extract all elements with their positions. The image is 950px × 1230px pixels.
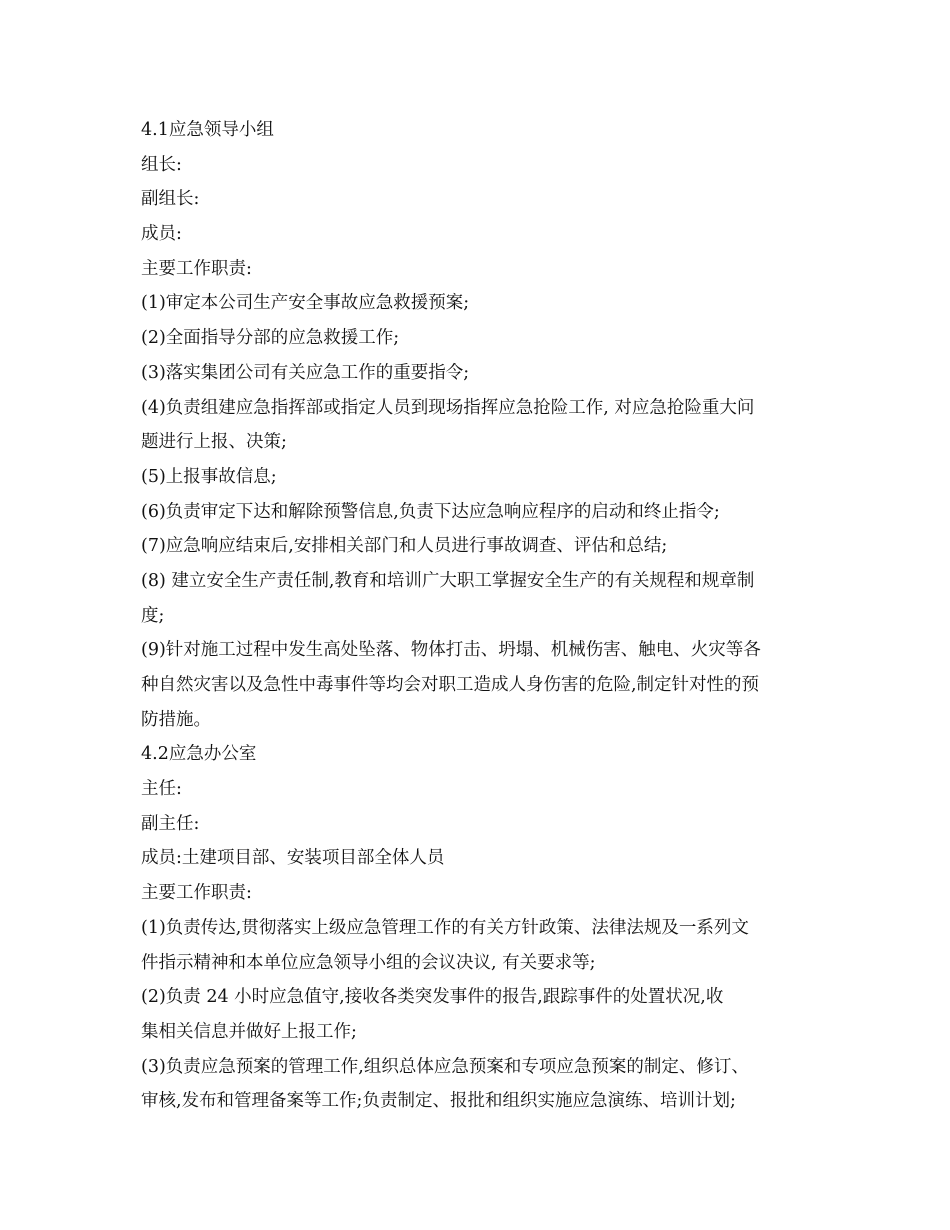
office-members-label: 成员:土建项目部、安装项目部全体人员 [141,848,445,869]
document-body [141,113,813,1119]
office-duty-item-3: (3)负责应急预案的管理工作,组织总体应急预案和专项应急预案的制定、修订、 [141,1056,749,1077]
duty-item-9: (9)针对施工过程中发生高处坠落、物体打击、坍塌、机械伤害、触电、火灾等各 [141,640,761,661]
deputy-director-label: 副主任: [141,813,200,834]
duty-item-3: (3)落实集团公司有关应急工作的重要指令; [141,362,470,383]
duty-item-7: (7)应急响应结束后,安排相关部门和人员进行事故调查、评估和总结; [141,536,668,557]
office-duty-item-2: (2)负责 24 小时应急值守,接收各类突发事件的报告,跟踪事件的处置状况,收 [141,987,724,1008]
duty-item-4: (4)负责组建应急指挥部或指定人员到现场指挥应急抢险工作, 对应急抢险重大问 [141,397,755,418]
duty-item-9-cont-2: 防措施。 [141,709,211,730]
office-duty-item-3-cont: 审核,发布和管理备案等工作;负责制定、报批和组织实施应急演练、培训计划; [141,1091,736,1112]
duty-item-5: (5)上报事故信息; [141,466,277,487]
deputy-leader-label: 副组长: [141,189,200,210]
section-heading-4-2: 4.2应急办公室 [141,744,257,765]
director-label: 主任: [141,779,182,800]
office-duty-item-1: (1)负责传达,贯彻落实上级应急管理工作的有关方针政策、法律法规及一系列文 [141,917,749,938]
duty-item-8-cont: 度; [141,605,165,626]
duty-item-2: (2)全面指导分部的应急救援工作; [141,328,400,349]
members-label: 成员: [141,224,182,245]
duty-item-1: (1)审定本公司生产安全事故应急救援预案; [141,293,470,314]
duty-item-4-cont: 题进行上报、决策; [141,432,287,453]
office-duty-item-1-cont: 件指示精神和本单位应急领导小组的会议决议, 有关要求等; [141,952,596,973]
office-duties-heading: 主要工作职责: [141,883,252,904]
leader-label: 组长: [141,154,182,175]
duties-heading: 主要工作职责: [141,258,252,279]
duty-item-8: (8) 建立安全生产责任制,教育和培训广大职工掌握安全生产的有关规程和规章制 [141,570,755,591]
office-duty-item-2-cont: 集相关信息并做好上报工作; [141,1021,357,1042]
section-heading-4-1: 4.1应急领导小组 [141,120,274,140]
duty-item-6: (6)负责审定下达和解除预警信息,负责下达应急响应程序的启动和终止指令; [141,501,720,522]
duty-item-9-cont: 种自然灾害以及急性中毒事件等均会对职工造成人身伤害的危险,制定针对性的预 [141,675,760,695]
